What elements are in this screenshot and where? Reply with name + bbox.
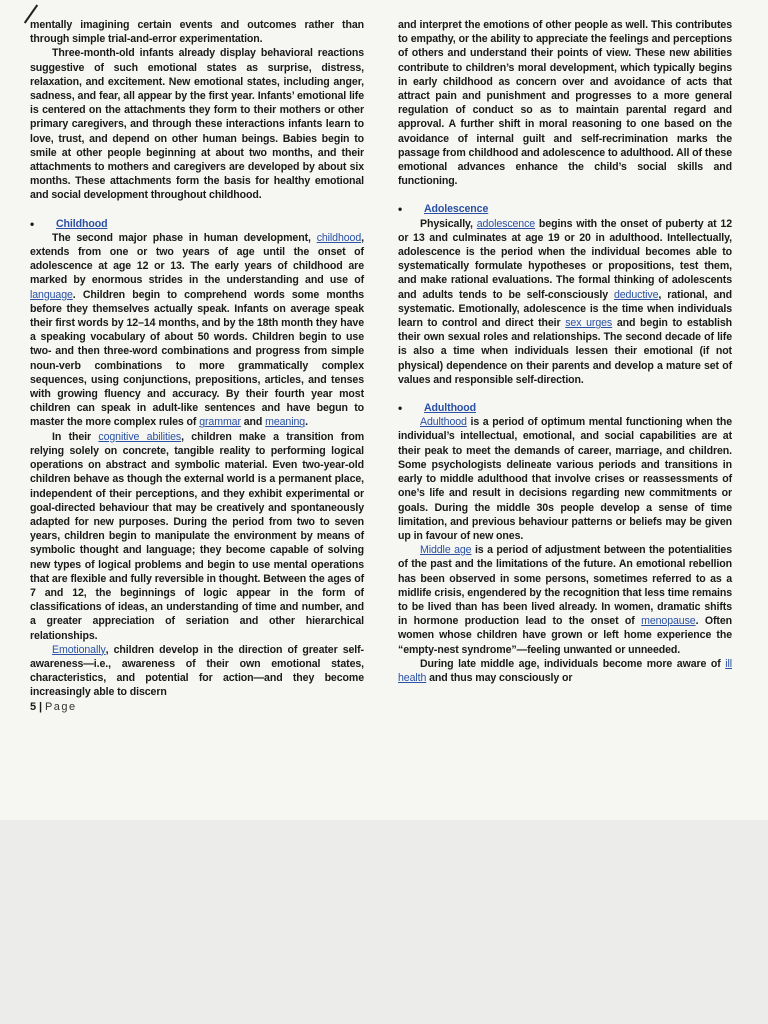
text: . bbox=[305, 416, 308, 429]
childhood-heading-link[interactable]: Childhood bbox=[56, 217, 108, 230]
left-column bbox=[30, 18, 364, 714]
link-childhood[interactable]: childhood bbox=[316, 231, 362, 244]
paragraph-adolescence bbox=[398, 217, 732, 387]
text: , children develop in the direction of greater self-awareness—i.e., awareness of their own emotional states, characteristics, and potential for action—and they become increasingly able to discern bbox=[30, 643, 364, 699]
section-heading-adolescence bbox=[398, 202, 732, 216]
paragraph-childhood-language bbox=[30, 231, 364, 430]
text: , extends from one or two years of age until the onset of adolescence at age 12 or 13. The early years of childhood are marked by enormous strides in the understanding and use of bbox=[30, 231, 364, 287]
link-cognitive-abilities[interactable]: cognitive abilities bbox=[98, 430, 182, 443]
link-emotionally[interactable]: Emotionally bbox=[52, 643, 106, 656]
adolescence-heading-link[interactable]: Adolescence bbox=[424, 203, 489, 216]
link-deductive[interactable]: deductive bbox=[613, 288, 659, 301]
page-number: 5 bbox=[30, 700, 37, 713]
link-menopause[interactable]: menopause bbox=[641, 615, 696, 628]
link-sex-urges[interactable]: sex urges bbox=[565, 317, 613, 330]
paragraph-adulthood bbox=[398, 415, 732, 543]
page-footer bbox=[30, 700, 364, 714]
text: and bbox=[243, 416, 263, 429]
text: is a period of optimum mental functioning when the individual’s intellectual, emotional, and social capabilities are at their peak to meet the demands of career, marriage, and children. Some psychologists delineate various periods and transitions in early to middle adulthood that involve crises or reassessments of one’s life and result in decisions regarding new commitments or goals. During the middle 30s people develop a sense of time limitation, and previous behaviour patterns or beliefs may be given up in favour of new ones. bbox=[398, 416, 733, 542]
text: and begin to establish their own sexual roles and relationships. The second decade of life is also a time when individuals lessen their emotional (if not physical) dependence on their parents and develop a mature set of values and responsible self-direction. bbox=[398, 317, 733, 386]
text: begins with the onset of puberty at 12 or 13 and culminates at age 19 or 20 in adulthood. Intellectually, adolescence is the period when the individual becomes able to systematically formulate hypotheses or propositions, test them, and make rational evaluations. The formal thinking of adolescents and adults tends to be self-consciously bbox=[398, 217, 732, 301]
text: Physically, bbox=[420, 217, 473, 230]
adulthood-heading-link[interactable]: Adulthood bbox=[424, 402, 477, 415]
text: The second major phase in human development, bbox=[52, 231, 311, 244]
link-grammar[interactable]: grammar bbox=[199, 416, 241, 429]
bullet-icon: • bbox=[30, 216, 35, 231]
paragraph-middle-age bbox=[398, 543, 732, 657]
paragraph-infancy-end: mentally imagining certain events and outcomes rather than through simple trial-and-error experimentation. bbox=[30, 19, 364, 46]
link-ill-health[interactable]: ill health bbox=[398, 657, 733, 684]
text: . Children begin to comprehend words some months before they themselves actually speak. Infants on average speak their first words by 12–14 months, and by the 18th month they have a speaking vocabulary of about 50 words. Children begin to use two- and then three-word combinations and progress from simple noun-verb combinations to more grammatically complex sequences, using conjunctions, prepositions, articles, and tenses with growing fluency and accuracy. By their fourth year most children can speak in adult-like sentences and have begun to master the more complex rules of bbox=[30, 288, 364, 429]
text: In their bbox=[52, 430, 92, 443]
section-heading-childhood bbox=[30, 217, 364, 231]
bullet-icon: • bbox=[398, 401, 403, 416]
link-adulthood[interactable]: Adulthood bbox=[420, 416, 467, 429]
paragraph-infant-emotions: Three-month-old infants already display behavioral reactions suggestive of such emotional states as surprise, distress, relaxation, and excitement. New emotional states, including anger, sadness, and fear, all appear by the first year. Infants’ emotional life is centered on the attachments they form to their mothers or other primary caregivers, and through these interactions infants learn to love, trust, and depend on other human beings. Babies begin to smile at other people beginning at about two months, and their attachments to mothers and caregivers are developed by about six months. These attachments form the basis for healthy emotional and social development throughout childhood. bbox=[30, 47, 364, 202]
paragraph-late-middle-age bbox=[398, 657, 732, 685]
text: is a period of adjustment between the potentialities of the past and the limitations of the future. An emotional rebellion has been observed in some persons, sometimes referred to as a midlife crisis, engendered by the recognition that less time remains to be lived than has been lived already. In women, dramatic shifts in hormone production lead to the onset of bbox=[398, 544, 733, 628]
link-meaning[interactable]: meaning bbox=[265, 416, 306, 429]
link-language[interactable]: language bbox=[30, 288, 73, 301]
page-label: Page bbox=[44, 700, 77, 713]
paragraph-childhood-emotion bbox=[30, 643, 364, 700]
section-heading-adulthood bbox=[398, 401, 732, 415]
link-middle-age[interactable]: Middle age bbox=[420, 544, 472, 557]
text: . Often women whose children have grown or left home experience the “empty-nest syndrome”—feeling unwanted or unneeded. bbox=[398, 615, 732, 656]
text: During late middle age, individuals become more aware of bbox=[420, 657, 721, 670]
link-adolescence[interactable]: adolescence bbox=[476, 217, 536, 230]
text: , rational, and systematic. Emotionally, adolescence is the time when individuals learn to control and direct their bbox=[398, 288, 733, 330]
paragraph-emotional-development: and interpret the emotions of other people as well. This contributes to empathy, or the ability to appreciate the feelings and perceptions of others and understand their points of view. These new abilities contribute to children’s moral development, which typically begins in early childhood as concern over and avoidance of acts that attract pain and punishment and progresses to a more general regulation of conduct so as to maintain parental regard and approval. A further shift in moral reasoning to one based on the avoidance of internal guilt and self-recrimination marks the passage from childhood and adolescence to adulthood. All of these emotional advances enhance the child’s social skills and functioning. bbox=[398, 19, 732, 188]
text: , children make a transition from relying solely on concrete, tangible reality to performing logical operations on abstract and symbolic material. Even two-year-old children behave as though the external world is a permanent place, independent of their perceptions, and they exhibit experimental or goal-directed behaviour that may be creatively and spontaneously adapted for new purposes. During the period from two to seven years, children begin to manipulate the environment by means of symbolic thought and language; they become capable of solving new types of logical problems and begin to use mental operations that are flexible and fully reversible in thought. Between the ages of 7 and 12, the beginnings of logic appear in the form of classifications of ideas, an understanding of time and number, and a greater appreciation of seriation and other hierarchical relationships. bbox=[30, 430, 365, 642]
right-column bbox=[398, 18, 732, 685]
bullet-icon: • bbox=[398, 202, 403, 217]
paragraph-childhood-cognition bbox=[30, 430, 364, 643]
footer-separator: | bbox=[39, 700, 42, 713]
text: and thus may consciously or bbox=[429, 671, 573, 684]
